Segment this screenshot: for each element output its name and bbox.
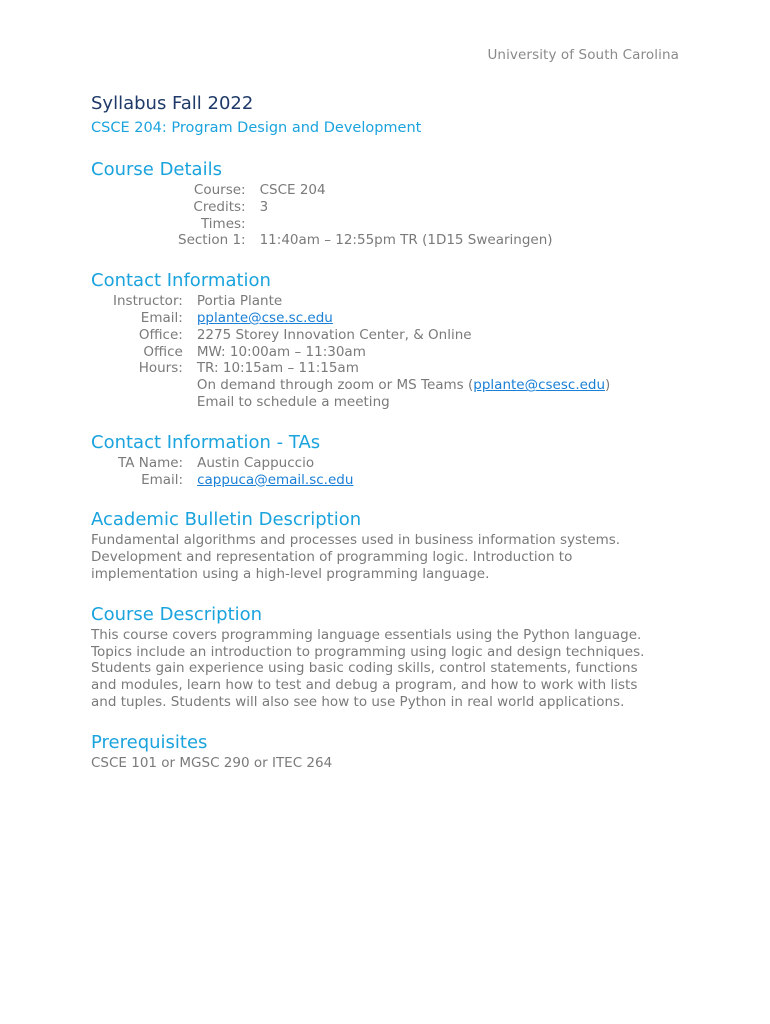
course-label: Course: [193,182,246,198]
office-hours-2: TR: 10:15am – 11:15am [196,360,359,377]
contact-table [113,293,610,411]
office-hours-4: Email to schedule a meeting [196,393,390,410]
ta-email-link[interactable]: cappuca@email.sc.edu [197,471,354,488]
office-label: Office: [138,326,183,343]
bulletin-line: Development and representation of programming logic. Introduction to [91,549,573,566]
times-row [178,216,553,233]
office-hours-label-2: Hours: [138,360,183,377]
course-details-heading: Course Details [91,159,222,180]
course-description-line: and tuples. Students will also see how to use Python in real world applications. [91,693,625,710]
times-value [260,216,553,233]
ta-name-label: TA Name: [118,454,184,471]
office-hours-row-4 [113,394,610,411]
course-details-section [91,158,691,249]
teams-email-link[interactable]: pplante@csesc.edu [473,377,606,394]
instructor-email-row [113,310,610,327]
instructor-email-link[interactable]: pplante@cse.sc.edu [196,309,333,326]
instructor-label: Instructor: [113,293,183,310]
institution-header: University of South Carolina [487,47,679,63]
course-description-line: Topics include an introduction to programming using logic and design techniques. [91,643,645,660]
office-hours-row-2 [113,360,610,377]
course-description-heading: Course Description [91,603,263,625]
office-hours-3 [197,377,611,394]
contact-section [91,269,691,411]
course-description-line: and modules, learn how to test and debug a program, and how to work with lists [91,677,638,694]
office-value: 2275 Storey Innovation Center, & Online [196,326,472,343]
ta-name-row [118,455,353,472]
ta-section [91,431,691,489]
section-row [178,232,553,249]
office-hours-row-3 [113,377,610,394]
course-description-line: Students gain experience using basic coding skills, control statements, functions [91,660,638,677]
course-details-table [178,182,553,249]
ta-email-row [118,472,353,489]
course-value: CSCE 204 [259,182,326,198]
ta-table [118,455,353,489]
document-content [91,92,691,772]
section-label: Section 1: [178,232,246,249]
prerequisites-section [91,731,691,772]
bulletin-section [91,508,691,582]
document-subtitle: CSCE 204: Program Design and Development [91,120,422,136]
instructor-row [113,293,610,310]
bulletin-line: Fundamental algorithms and processes used in business information systems. [91,532,621,549]
office-hours-row-1 [113,344,610,361]
course-row [178,182,553,199]
instructor-email-label: Email: [140,309,183,326]
office-hours-1: MW: 10:00am – 11:30am [196,343,366,360]
credits-row [178,199,553,216]
credits-label: Credits: [193,198,246,215]
ta-email-label: Email: [141,471,184,488]
bulletin-line: implementation using a high-level programming language. [91,565,490,582]
prerequisites-text: CSCE 101 or MGSC 290 or ITEC 264 [91,754,333,771]
office-hours-label-1: Office [143,343,183,360]
ta-name-value: Austin Cappuccio [197,454,315,471]
office-hours-3-prefix: On demand through zoom or MS Teams ( [196,377,474,394]
office-hours-3-suffix: ) [605,377,611,394]
instructor-value: Portia Plante [196,293,283,310]
office-row [113,327,610,344]
section-value: 11:40am – 12:55pm TR (1D15 Swearingen) [259,232,553,249]
document-title: Syllabus Fall 2022 [91,93,254,114]
course-description-section [91,603,691,711]
course-description-line: This course covers programming language essentials using the Python language. [91,626,642,643]
contact-heading: Contact Information [91,270,271,292]
prerequisites-heading: Prerequisites [91,731,208,753]
bulletin-heading: Academic Bulletin Description [91,509,362,531]
credits-value: 3 [259,198,269,215]
times-label: Times: [200,215,246,232]
ta-heading: Contact Information - TAs [91,431,321,453]
